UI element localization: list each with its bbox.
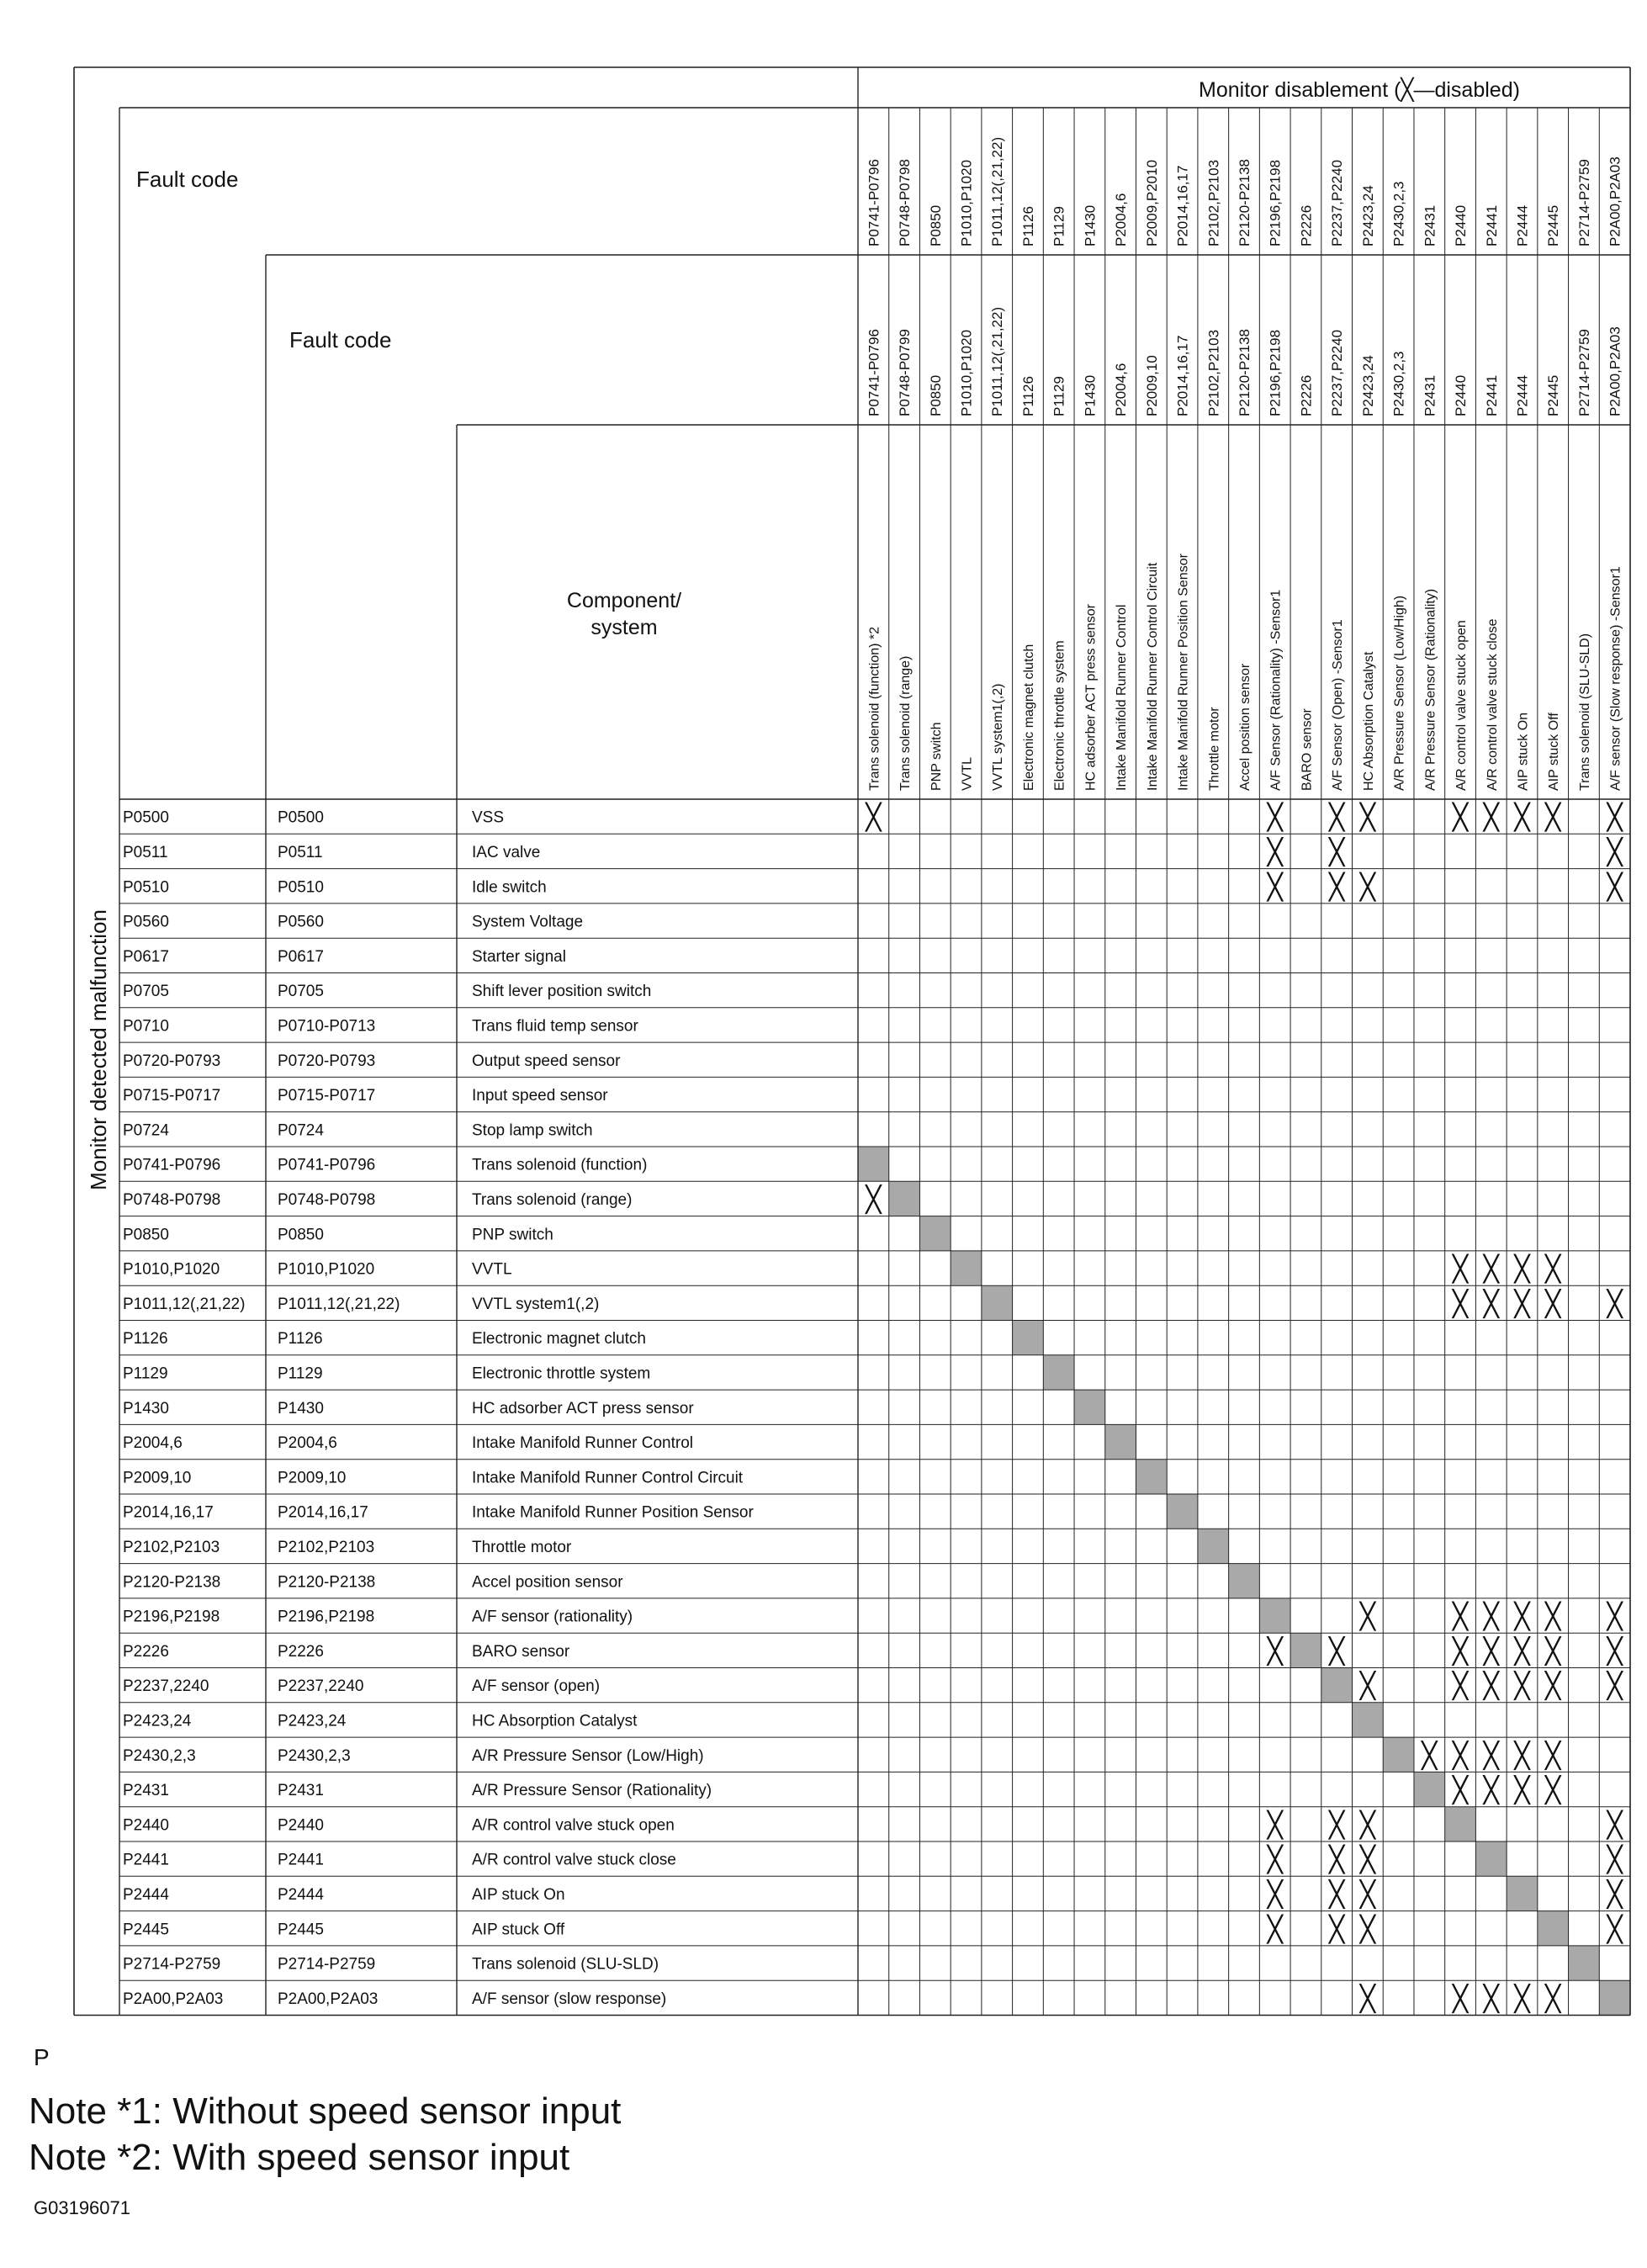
- disabled-marker: ╳: [1329, 1880, 1345, 1909]
- row-code-2: P2A00,P2A03: [278, 1990, 379, 2008]
- column-code-top: P2A00,P2A03: [1607, 156, 1623, 246]
- column-code-top: P2014,16,17: [1174, 165, 1191, 246]
- row-code-1: P0510: [123, 878, 169, 897]
- shaded-cell: [889, 1181, 920, 1216]
- disabled-marker: ╳: [1359, 1880, 1375, 1909]
- disabled-marker: ╳: [1267, 838, 1283, 866]
- row-code-2: P0510: [278, 878, 324, 897]
- row-code-2: P0500: [278, 808, 324, 827]
- column-code-top: P2441: [1483, 204, 1500, 246]
- column-code-mid: P2440: [1453, 374, 1470, 416]
- row-component: VVTL: [472, 1260, 512, 1279]
- disabled-marker: ╳: [1267, 873, 1283, 902]
- row-component: Output speed sensor: [472, 1052, 621, 1070]
- row-code-1: P0748-P0798: [123, 1190, 221, 1209]
- row-code-2: P2444: [278, 1885, 324, 1904]
- disabled-marker: ╳: [1453, 1637, 1469, 1666]
- shaded-cell: [1538, 1911, 1569, 1946]
- p-label: P: [34, 2044, 50, 2070]
- disabled-marker: ╳: [1359, 1846, 1375, 1874]
- row-code-1: P0720-P0793: [123, 1052, 221, 1070]
- row-component: VSS: [472, 808, 505, 827]
- row-labels: [123, 809, 754, 2008]
- row-component: A/F sensor (open): [472, 1677, 601, 1696]
- column-code-mid: P2196,P2198: [1267, 329, 1284, 416]
- row-code-2: P0511: [278, 843, 323, 861]
- row-code-1: P2009,10: [123, 1469, 192, 1487]
- shaded-cell: [1569, 1946, 1600, 1980]
- row-component: A/R control valve stuck open: [472, 1816, 675, 1835]
- disabled-marker: ╳: [1607, 1880, 1623, 1909]
- disabled-marker: ╳: [1545, 1672, 1561, 1701]
- column-code-mid: P1011,12(,21,22): [989, 306, 1006, 416]
- row-code-1: P0710: [123, 1017, 169, 1036]
- disabled-marker: ╳: [1359, 803, 1375, 832]
- disabled-marker: ╳: [1329, 1916, 1345, 1944]
- disabled-marker: ╳: [1607, 803, 1623, 832]
- column-code-mid: P2430,2,3: [1390, 351, 1407, 416]
- column-code-top: P2444: [1514, 204, 1531, 246]
- column-code-mid: P2237,P2240: [1329, 329, 1346, 416]
- shaded-cell: [1043, 1355, 1074, 1390]
- column-component: Intake Manifold Runner Control: [1115, 604, 1130, 791]
- row-code-1: P0511: [123, 843, 168, 861]
- disabled-marker: ╳: [1514, 1777, 1530, 1805]
- row-component: Input speed sensor: [472, 1087, 608, 1105]
- column-code-top: P1011,12(,21,22): [989, 136, 1006, 246]
- column-code-mid: P2431: [1422, 374, 1438, 416]
- disabled-marker: ╳: [1514, 1741, 1530, 1770]
- shaded-cell: [1599, 1980, 1630, 2015]
- disabled-marker: ╳: [1607, 838, 1623, 866]
- column-code-top: P2004,6: [1113, 193, 1130, 246]
- disabled-marker: ╳: [1453, 1255, 1469, 1284]
- column-code-top: P1430: [1082, 204, 1099, 246]
- disabled-marker: ╳: [1545, 1290, 1561, 1318]
- shaded-cell: [1290, 1633, 1321, 1667]
- row-code-1: P0850: [123, 1226, 169, 1244]
- disabled-marker: ╳: [1359, 1811, 1375, 1840]
- column-component: HC Absorption Catalyst: [1361, 651, 1376, 791]
- disabled-marker: ╳: [1607, 1637, 1623, 1666]
- component-system-header-line1: Component/: [566, 589, 682, 612]
- column-component: A/R control valve stuck close: [1485, 618, 1500, 791]
- shaded-cell: [1229, 1564, 1260, 1598]
- row-component: Intake Manifold Runner Control: [472, 1434, 693, 1453]
- row-code-1: P0715-P0717: [123, 1087, 221, 1105]
- column-code-top: P1010,P1020: [958, 159, 975, 246]
- disabled-marker: ╳: [1453, 1672, 1469, 1701]
- monitor-disablement-title: Monitor disablement (╳—disabled): [1199, 78, 1520, 102]
- disabled-marker: ╳: [1514, 1603, 1530, 1631]
- row-code-1: P2196,P2198: [123, 1608, 220, 1626]
- fault-code-header-mid: Fault code: [289, 327, 392, 352]
- row-code-2: P2237,2240: [278, 1677, 364, 1696]
- column-code-top: P2120-P2138: [1237, 159, 1252, 246]
- disabled-marker: ╳: [1545, 1255, 1561, 1284]
- row-code-2: P2440: [278, 1816, 324, 1835]
- row-code-2: P0741-P0796: [278, 1156, 376, 1174]
- row-code-1: P2441: [123, 1851, 169, 1869]
- column-code-top: P2431: [1422, 204, 1438, 246]
- column-code-mid: P2423,24: [1359, 355, 1376, 416]
- row-code-1: P2423,24: [123, 1712, 192, 1730]
- shaded-cell: [1198, 1529, 1229, 1563]
- disabled-marker: ╳: [1514, 1984, 1530, 2013]
- row-code-2: P1430: [278, 1399, 324, 1418]
- shaded-cell: [1167, 1494, 1198, 1529]
- column-component: VVTL: [960, 756, 975, 791]
- disabled-marker: ╳: [1483, 1672, 1499, 1701]
- row-component: HC adsorber ACT press sensor: [472, 1399, 694, 1418]
- row-code-2: P1129: [278, 1365, 323, 1383]
- column-component: Trans solenoid (range): [898, 655, 914, 791]
- disabled-marker: ╳: [1359, 1672, 1375, 1701]
- row-code-2: P0617: [278, 947, 324, 966]
- column-code-top: P0850: [927, 204, 944, 246]
- shaded-cell: [982, 1285, 1013, 1320]
- row-code-2: P0705: [278, 983, 324, 1001]
- row-code-1: P1010,P1020: [123, 1260, 220, 1279]
- row-code-1: P0724: [123, 1121, 169, 1140]
- shaded-cell: [1445, 1807, 1476, 1841]
- column-code-mid: P2444: [1514, 374, 1531, 416]
- shaded-cell: [1136, 1460, 1167, 1494]
- row-code-2: P0748-P0798: [278, 1190, 376, 1209]
- disabled-marker: ╳: [1514, 803, 1530, 832]
- shaded-cell: [1414, 1772, 1445, 1806]
- column-code-top: P0748-P0798: [897, 159, 914, 246]
- row-code-1: P2237,2240: [123, 1677, 209, 1696]
- row-code-2: P1010,P1020: [278, 1260, 375, 1279]
- disabled-marker: ╳: [1607, 1603, 1623, 1631]
- row-component: VVTL system1(,2): [472, 1295, 600, 1313]
- disabled-marker: ╳: [1483, 1255, 1499, 1284]
- disabled-marker: ╳: [1545, 1741, 1561, 1770]
- note-1: Note *1: Without speed sensor input: [29, 2090, 622, 2132]
- fault-code-header-top: Fault code: [136, 167, 239, 192]
- row-component: IAC valve: [472, 843, 541, 861]
- disabled-marker: ╳: [1267, 1637, 1283, 1666]
- disabled-marker: ╳: [1453, 1777, 1469, 1805]
- row-component: Trans solenoid (SLU-SLD): [472, 1955, 659, 1974]
- row-code-1: P2444: [123, 1885, 169, 1904]
- row-code-1: P0560: [123, 913, 169, 931]
- row-component: Electronic throttle system: [472, 1365, 651, 1383]
- column-code-mid: P0850: [927, 374, 944, 416]
- column-code-mid: P2441: [1483, 374, 1500, 416]
- column-code-mid: P2226: [1298, 374, 1315, 416]
- row-code-2: P2196,P2198: [278, 1608, 375, 1626]
- shaded-cell: [1074, 1390, 1105, 1424]
- disabled-marker: ╳: [1483, 1290, 1499, 1318]
- disabled-marker: ╳: [1453, 1603, 1469, 1631]
- shaded-cell: [1105, 1424, 1136, 1459]
- column-code-mid: P2714-P2759: [1576, 329, 1592, 416]
- row-component: A/R Pressure Sensor (Rationality): [472, 1782, 712, 1800]
- column-component: A/R Pressure Sensor (Low/High): [1392, 595, 1407, 791]
- shaded-cell: [1475, 1841, 1507, 1876]
- row-code-1: P2226: [123, 1642, 169, 1661]
- row-component: Intake Manifold Runner Position Sensor: [472, 1503, 754, 1522]
- row-component: Stop lamp switch: [472, 1121, 593, 1140]
- disabled-marker: ╳: [1483, 1603, 1499, 1631]
- disabled-marker: ╳: [1453, 1290, 1469, 1318]
- disabled-marker: ╳: [1607, 1672, 1623, 1701]
- row-code-2: P2102,P2103: [278, 1538, 375, 1556]
- column-component: A/R Pressure Sensor (Rationality): [1423, 588, 1438, 791]
- column-code-mid: P2445: [1545, 374, 1562, 416]
- row-component: BARO sensor: [472, 1642, 570, 1661]
- row-code-2: P0560: [278, 913, 324, 931]
- row-component: PNP switch: [472, 1226, 553, 1244]
- disabled-marker: ╳: [1545, 1637, 1561, 1666]
- side-label: Monitor detected malfunction: [86, 909, 111, 1190]
- column-code-mid: P2A00,P2A03: [1607, 326, 1623, 416]
- row-code-1: P0741-P0796: [123, 1156, 221, 1174]
- disabled-marker: ╳: [1483, 1637, 1499, 1666]
- column-code-mid: P1129: [1051, 376, 1067, 416]
- disabled-marker: ╳: [1267, 1846, 1283, 1874]
- disabled-marker: ╳: [1545, 1984, 1561, 2013]
- disabled-marker: ╳: [1329, 1811, 1345, 1840]
- disabled-marker: ╳: [1483, 803, 1499, 832]
- row-code-1: P2714-P2759: [123, 1955, 221, 1974]
- row-code-1: P1129: [123, 1365, 168, 1383]
- row-code-1: P0705: [123, 983, 169, 1001]
- column-code-mid: P0748-P0799: [897, 329, 914, 416]
- row-code-1: P2A00,P2A03: [123, 1990, 224, 2008]
- column-code-top: P2423,24: [1359, 185, 1376, 246]
- column-component: AIP stuck Off: [1547, 713, 1562, 791]
- row-component: Shift lever position switch: [472, 983, 652, 1001]
- note-2: Note *2: With speed sensor input: [29, 2137, 570, 2178]
- row-component: Idle switch: [472, 878, 547, 897]
- disabled-marker: ╳: [1329, 803, 1345, 832]
- row-code-2: P0720-P0793: [278, 1052, 376, 1070]
- row-code-2: P0850: [278, 1226, 324, 1244]
- column-component: A/F Sensor (Open) -Sensor1: [1331, 619, 1346, 791]
- row-code-1: P2430,2,3: [123, 1746, 196, 1765]
- column-component: Trans solenoid (function) *2: [867, 626, 882, 791]
- column-component: Electronic throttle system: [1052, 640, 1067, 791]
- disabled-marker: ╳: [1545, 1777, 1561, 1805]
- row-code-2: P2423,24: [278, 1712, 347, 1730]
- column-component: BARO sensor: [1300, 708, 1315, 791]
- row-component: Starter signal: [472, 947, 566, 966]
- disabled-marker: ╳: [1483, 1984, 1499, 2013]
- row-component: A/F sensor (rationality): [472, 1608, 633, 1626]
- disabled-marker: ╳: [1607, 873, 1623, 902]
- row-code-2: P0715-P0717: [278, 1087, 376, 1105]
- disabled-marker: ╳: [1514, 1290, 1530, 1318]
- column-component: Throttle motor: [1207, 707, 1222, 791]
- column-component: PNP switch: [929, 722, 944, 791]
- column-component: Accel position sensor: [1238, 663, 1252, 791]
- disabled-marker: ╳: [1514, 1637, 1530, 1666]
- column-code-top: P2714-P2759: [1576, 159, 1592, 246]
- row-component: Intake Manifold Runner Control Circuit: [472, 1469, 744, 1487]
- column-code-top: P2237,P2240: [1329, 159, 1346, 246]
- column-code-mid: P2004,6: [1113, 363, 1130, 416]
- row-code-2: P2441: [278, 1851, 324, 1869]
- column-code-top: P2009,P2010: [1143, 159, 1160, 246]
- column-code-mid: P2102,P2103: [1205, 329, 1222, 416]
- disabled-marker: ╳: [1607, 1846, 1623, 1874]
- shaded-cell: [858, 1147, 889, 1181]
- column-component: A/F Sensor (Rationality) -Sensor1: [1268, 589, 1284, 791]
- row-code-2: P2004,6: [278, 1434, 337, 1453]
- disabled-marker: ╳: [866, 1185, 882, 1214]
- disabled-marker: ╳: [866, 803, 882, 832]
- shaded-cell: [919, 1216, 951, 1251]
- row-component: AIP stuck Off: [472, 1921, 565, 1939]
- shaded-cell: [1013, 1321, 1044, 1355]
- shaded-cell: [1321, 1668, 1353, 1703]
- row-component: HC Absorption Catalyst: [472, 1712, 638, 1730]
- disabled-marker: ╳: [1483, 1741, 1499, 1770]
- disabled-marker: ╳: [1329, 1637, 1345, 1666]
- column-code-top: P2440: [1453, 204, 1470, 246]
- disabled-marker: ╳: [1359, 873, 1375, 902]
- column-code-mid: P2120-P2138: [1237, 329, 1252, 416]
- row-code-1: P2120-P2138: [123, 1573, 221, 1592]
- disabled-marker: ╳: [1453, 803, 1469, 832]
- disabled-marker: ╳: [1359, 1916, 1375, 1944]
- row-code-2: P0710-P0713: [278, 1017, 376, 1036]
- column-code-top: P2196,P2198: [1267, 159, 1284, 246]
- disabled-marker: ╳: [1607, 1290, 1623, 1318]
- disabled-marker: ╳: [1329, 873, 1345, 902]
- column-headers: [866, 137, 1623, 791]
- column-component: Intake Manifold Runner Position Sensor: [1176, 554, 1191, 791]
- column-component: A/R control valve stuck open: [1454, 620, 1470, 791]
- row-component: A/F sensor (slow response): [472, 1990, 667, 2008]
- row-component: Trans solenoid (range): [472, 1190, 633, 1209]
- column-component: HC adsorber ACT press sensor: [1083, 603, 1099, 791]
- row-code-1: P1011,12(,21,22): [123, 1295, 246, 1313]
- column-component: A/F sensor (Slow response) -Sensor1: [1608, 566, 1623, 791]
- column-component: Trans solenoid (SLU-SLD): [1577, 633, 1592, 791]
- disabled-marker: ╳: [1359, 1603, 1375, 1631]
- column-code-mid: P2009,10: [1143, 355, 1160, 416]
- row-code-1: P2014,16,17: [123, 1503, 214, 1522]
- row-code-2: P1011,12(,21,22): [278, 1295, 400, 1313]
- disabled-marker: ╳: [1453, 1984, 1469, 2013]
- disabled-marker: ╳: [1267, 803, 1283, 832]
- row-code-2: P2445: [278, 1921, 324, 1939]
- disabled-marker: ╳: [1607, 1811, 1623, 1840]
- row-component: AIP stuck On: [472, 1885, 565, 1904]
- row-component: A/R Pressure Sensor (Low/High): [472, 1746, 704, 1765]
- column-code-mid: P0741-P0796: [866, 329, 882, 416]
- column-code-top: P1129: [1051, 206, 1067, 246]
- disabled-marker: ╳: [1514, 1672, 1530, 1701]
- row-code-2: P2714-P2759: [278, 1955, 376, 1974]
- shaded-cell: [1383, 1737, 1414, 1772]
- row-code-2: P0724: [278, 1121, 324, 1140]
- disabled-marker: ╳: [1483, 1777, 1499, 1805]
- disable-markers: [864, 803, 1623, 2014]
- row-component: Trans solenoid (function): [472, 1156, 648, 1174]
- shaded-cell: [1507, 1876, 1538, 1910]
- disabled-marker: ╳: [1267, 1811, 1283, 1840]
- column-code-mid: P1430: [1082, 374, 1099, 416]
- row-code-1: P2431: [123, 1782, 169, 1800]
- component-system-header-line2: system: [590, 616, 658, 639]
- row-component: Trans fluid temp sensor: [472, 1017, 638, 1036]
- row-code-1: P2004,6: [123, 1434, 183, 1453]
- column-code-mid: P1010,P1020: [958, 329, 975, 416]
- column-component: Electronic magnet clutch: [1021, 644, 1036, 791]
- disabled-marker: ╳: [1359, 1984, 1375, 2013]
- column-component: Intake Manifold Runner Control Circuit: [1145, 562, 1160, 791]
- disabled-marker: ╳: [1422, 1741, 1438, 1770]
- disabled-marker: ╳: [1545, 1603, 1561, 1631]
- column-code-top: P1126: [1019, 206, 1036, 246]
- figure-id: G03196071: [34, 2197, 130, 2218]
- column-code-top: P2445: [1545, 204, 1562, 246]
- row-code-2: P2430,2,3: [278, 1746, 351, 1765]
- disabled-marker: ╳: [1329, 1846, 1345, 1874]
- column-code-mid: P1126: [1019, 376, 1036, 416]
- column-code-mid: P2014,16,17: [1174, 335, 1191, 416]
- row-code-1: P2102,P2103: [123, 1538, 220, 1556]
- column-component: VVTL system1(,2): [991, 683, 1006, 791]
- row-code-1: P1126: [123, 1330, 168, 1349]
- column-component: AIP stuck On: [1516, 712, 1531, 791]
- row-code-1: P0500: [123, 808, 169, 827]
- row-code-2: P2120-P2138: [278, 1573, 376, 1592]
- row-code-1: P1430: [123, 1399, 169, 1418]
- shaded-cell: [1353, 1703, 1384, 1737]
- column-code-top: P2430,2,3: [1390, 181, 1407, 246]
- disabled-marker: ╳: [1267, 1880, 1283, 1909]
- disabled-marker: ╳: [1453, 1741, 1469, 1770]
- row-code-2: P2431: [278, 1782, 324, 1800]
- row-code-1: P2440: [123, 1816, 169, 1835]
- column-code-top: P0741-P0796: [866, 159, 882, 246]
- row-component: System Voltage: [472, 913, 584, 931]
- disabled-marker: ╳: [1514, 1255, 1530, 1284]
- row-code-1: P2445: [123, 1921, 169, 1939]
- row-component: Throttle motor: [472, 1538, 572, 1556]
- disabled-marker: ╳: [1267, 1916, 1283, 1944]
- shaded-cell: [951, 1251, 982, 1285]
- row-code-2: P2226: [278, 1642, 324, 1661]
- row-component: Accel position sensor: [472, 1573, 623, 1592]
- disabled-marker: ╳: [1607, 1916, 1623, 1944]
- shaded-cell: [1259, 1598, 1290, 1633]
- row-code-2: P1126: [278, 1330, 323, 1349]
- column-code-top: P2102,P2103: [1205, 159, 1222, 246]
- row-component: A/R control valve stuck close: [472, 1851, 676, 1869]
- row-code-2: P2009,10: [278, 1469, 347, 1487]
- disabled-marker: ╳: [1545, 803, 1561, 832]
- column-code-top: P2226: [1298, 204, 1315, 246]
- row-component: Electronic magnet clutch: [472, 1330, 646, 1349]
- disabled-marker: ╳: [1329, 838, 1345, 866]
- row-code-1: P0617: [123, 947, 169, 966]
- row-code-2: P2014,16,17: [278, 1503, 368, 1522]
